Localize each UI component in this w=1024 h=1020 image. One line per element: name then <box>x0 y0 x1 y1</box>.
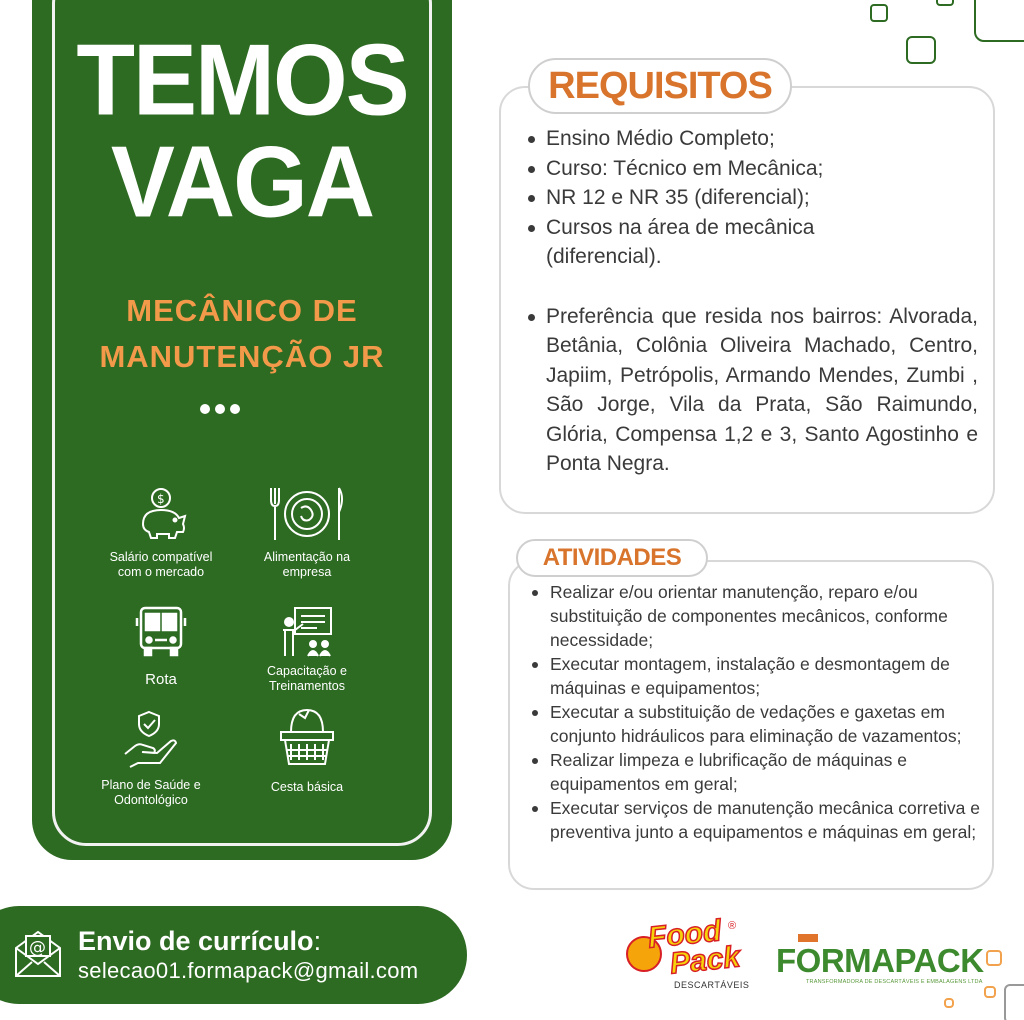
list-item: Executar a substituição de vedações e gaxetas em conjunto hidráulicos para eliminação de vazamentos; <box>530 700 980 748</box>
job-title-line-1: MECÂNICO DE <box>126 293 358 328</box>
list-item: Ensino Médio Completo; <box>528 124 978 154</box>
requisitos-list <box>528 124 978 479</box>
bus-icon <box>133 604 189 660</box>
decor-square <box>906 36 936 64</box>
formapack-name: FORMAPACK <box>776 942 984 979</box>
benefit-training <box>232 604 382 694</box>
foodpack-food: Food <box>646 914 723 955</box>
list-item: NR 12 e NR 35 (diferencial); <box>528 183 978 213</box>
foodpack-registered: ® <box>728 920 737 932</box>
decor-square <box>1004 984 1024 1020</box>
foodpack-pack: Pack <box>668 940 742 981</box>
piggy-bank-icon <box>131 484 191 544</box>
formapack-logo <box>776 930 984 990</box>
list-item: Preferência que resida nos bairros: Alvorada, Betânia, Colônia Oliveira Machado, Centro, Japiim, Petrópolis, Armando Mendes, Zumbi , São Jorge, Vila da Prata, São Raimundo, Glória, Compensa 1,2 e 3, Santo Agostinho e Ponta Negra. <box>528 302 978 479</box>
health-hand-icon <box>121 708 181 768</box>
job-title <box>60 288 424 380</box>
email-title-colon: : <box>313 926 322 956</box>
benefit-salary <box>86 484 236 580</box>
list-item: Realizar limpeza e lubrificação de máquinas e equipamentos em geral; <box>530 748 980 796</box>
email-title-text: Envio de currículo <box>78 926 314 956</box>
decor-square <box>974 0 1024 42</box>
benefit-label: Cesta básica <box>270 780 344 794</box>
formapack-subtitle: TRANSFORMADORA DE DESCARTÁVEIS E EMBALAGENS LTDA <box>806 979 983 985</box>
list-item: Executar serviços de manutenção mecânica corretiva e preventiva junto a equipamentos e máquinas em geral; <box>530 796 980 844</box>
decor-square <box>944 998 954 1008</box>
decor-square <box>986 950 1002 966</box>
svg-text:@: @ <box>29 938 46 958</box>
foodpack-subtitle: DESCARTÁVEIS <box>674 980 750 990</box>
svg-text:$: $ <box>157 492 165 506</box>
meal-icon <box>265 484 349 544</box>
decor-square <box>936 0 954 6</box>
headline-line-1: TEMOS <box>76 24 408 137</box>
training-icon <box>277 604 337 660</box>
email-title <box>78 926 321 957</box>
formapack-accent <box>798 934 818 942</box>
benefit-bus <box>86 604 236 687</box>
list-item: Cursos na área de mecânica (diferencial). <box>528 213 868 272</box>
atividades-title: ATIVIDADES <box>516 539 708 577</box>
benefit-meal <box>232 484 382 580</box>
email-envelope-icon <box>12 928 64 980</box>
benefit-label: Rota <box>145 671 177 688</box>
ellipsis-dots <box>200 404 240 414</box>
list-item: Realizar e/ou orientar manutenção, reparo e/ou substituição de componentes mecânicos, conforme necessidade; <box>530 580 980 652</box>
job-title-line-2: MANUTENÇÃO JR <box>99 339 385 374</box>
email-address-link[interactable]: selecao01.formapack@gmail.com <box>78 958 419 983</box>
benefit-health <box>76 708 226 808</box>
decor-square <box>870 4 888 22</box>
atividades-list <box>530 580 980 844</box>
benefit-label: Alimentação na empresa <box>263 550 351 579</box>
benefit-basket <box>232 704 382 795</box>
foodpack-logo <box>622 914 750 998</box>
list-item: Executar montagem, instalação e desmontagem de máquinas e equipamentos; <box>530 652 970 700</box>
benefit-label: Capacitação e Treinamentos <box>267 664 347 693</box>
list-item: Curso: Técnico em Mecânica; <box>528 154 978 184</box>
decor-square <box>984 986 996 998</box>
benefit-label: Salário compatível com o mercado <box>109 550 213 579</box>
requisitos-title: REQUISITOS <box>528 58 792 114</box>
benefit-label: Plano de Saúde e Odontológico <box>101 778 201 807</box>
basket-icon <box>277 704 337 768</box>
headline-line-2: VAGA <box>110 126 374 239</box>
